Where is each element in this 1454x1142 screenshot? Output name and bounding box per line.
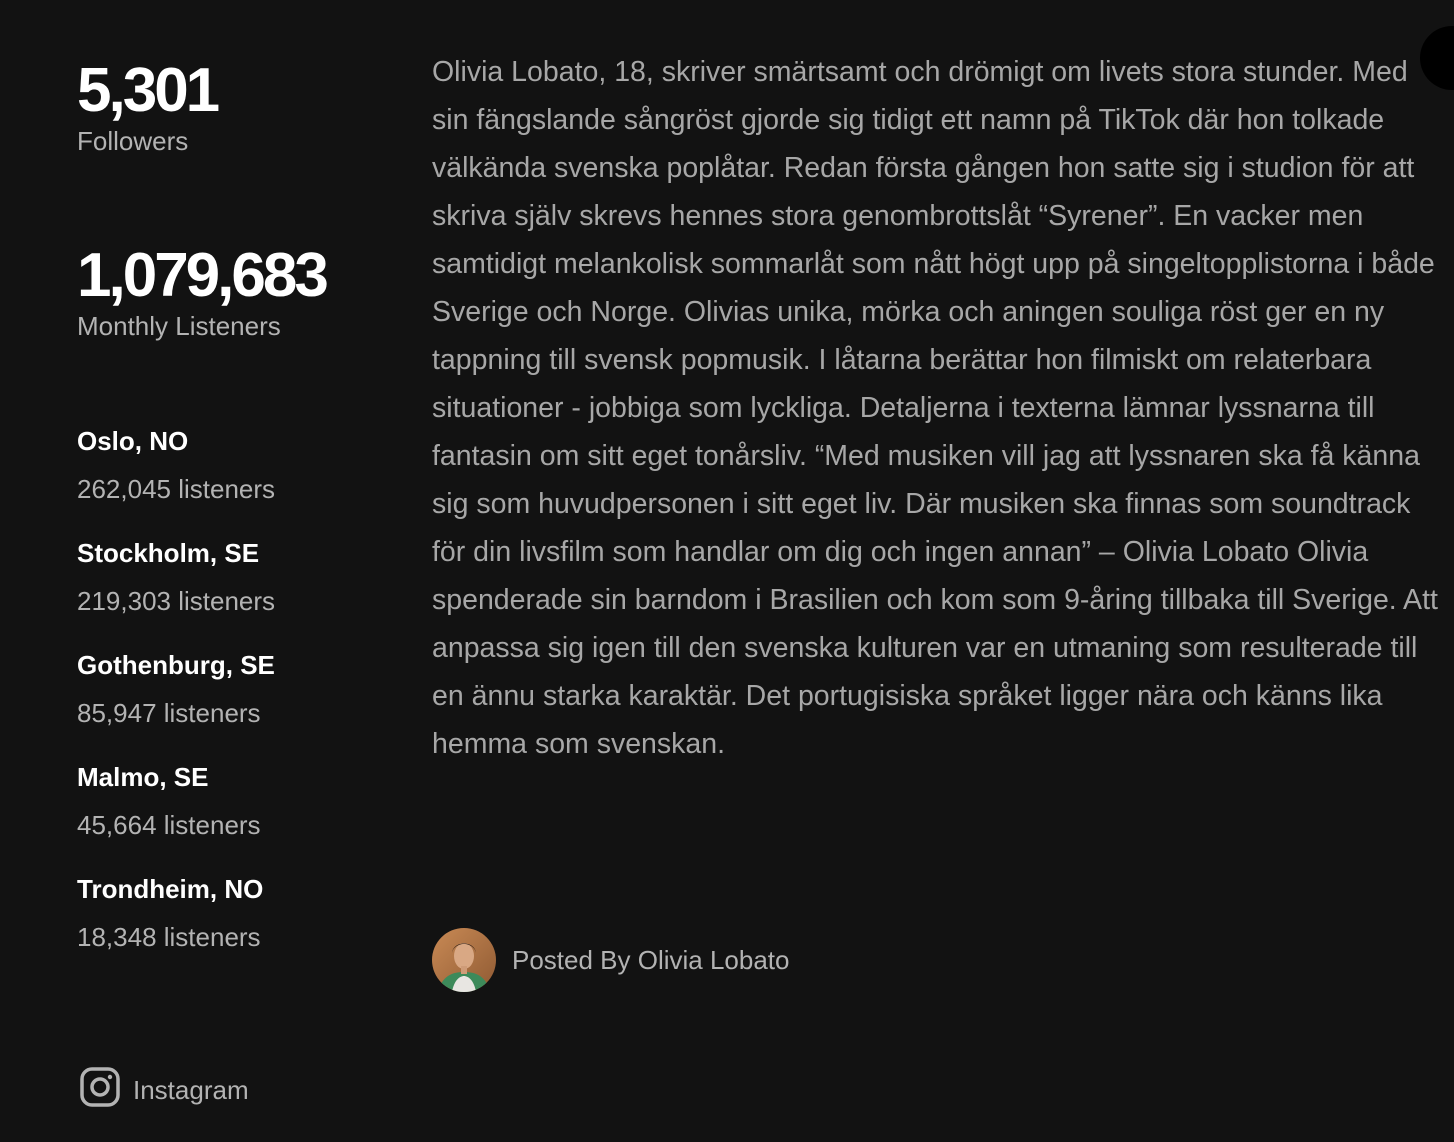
city-item [77, 424, 275, 536]
city-listeners: 262,045 listeners [77, 474, 276, 504]
city-item [77, 536, 275, 648]
city-item [77, 760, 275, 872]
city-name: Trondheim, NO [77, 874, 264, 904]
followers-label: Followers [77, 126, 189, 156]
monthly-listeners-count: 1,079,683 [77, 241, 326, 310]
monthly-listeners-stat [77, 241, 326, 341]
monthly-listeners-label: Monthly Listeners [77, 311, 281, 341]
city-listeners: 45,664 listeners [77, 810, 261, 840]
city-name: Oslo, NO [77, 426, 189, 456]
instagram-label: Instagram [133, 1074, 249, 1105]
city-listeners: 219,303 listeners [77, 586, 276, 616]
city-name: Stockholm, SE [77, 538, 260, 568]
followers-stat [77, 56, 218, 156]
top-cities-list [77, 424, 275, 984]
avatar[interactable] [432, 928, 496, 992]
city-item [77, 872, 275, 984]
posted-by [432, 928, 790, 992]
artist-biography: Olivia Lobato, 18, skriver smärtsamt och drömigt om livets stora stunder. Med sin fängslande sångröst gjorde sig tidigt ett namn på TikTok där hon tolkade välkända svenska poplåtar. Redan första gången hon satte sig i studion för att skriva själv skrevs hennes stora genombrottslåt “Syrener”. En vacker men samtidigt melankolisk sommarlåt som nått högt upp på singeltopplistorna i både Sverige och Norge. Olivias unika, mörka och aningen souliga röst ger en ny tappning till svensk popmusik. I låtarna berättar hon filmiskt om relaterbara situationer - jobbiga som lyckliga. Detaljerna i texterna lämnar lyssnarna till fantasin om sitt eget tonårsliv. “Med musiken vill jag att lyssnaren ska få känna sig som huvudpersonen i sitt eget liv. Där musiken ska finnas som soundtrack för din livsfilm som handlar om dig och ingen annan” – Olivia Lobato Olivia spenderade sin barndom i Brasilien och kom som 9-åring tillbaka till Sverige. Att anpassa sig igen till den svenska kulturen var en utmaning som resulterade till en ännu starka karaktär. Det portugisiska språket ligger nära och känns lika hemma som svenskan. [432, 56, 1438, 760]
city-listeners: 85,947 listeners [77, 698, 261, 728]
instagram-link[interactable] [79, 1066, 249, 1113]
city-name: Gothenburg, SE [77, 650, 275, 680]
followers-count: 5,301 [77, 56, 218, 125]
city-listeners: 18,348 listeners [77, 922, 261, 952]
posted-by-label: Posted By Olivia Lobato [512, 944, 790, 975]
city-name: Malmo, SE [77, 762, 209, 792]
city-item [77, 648, 275, 760]
instagram-icon [79, 1066, 121, 1113]
